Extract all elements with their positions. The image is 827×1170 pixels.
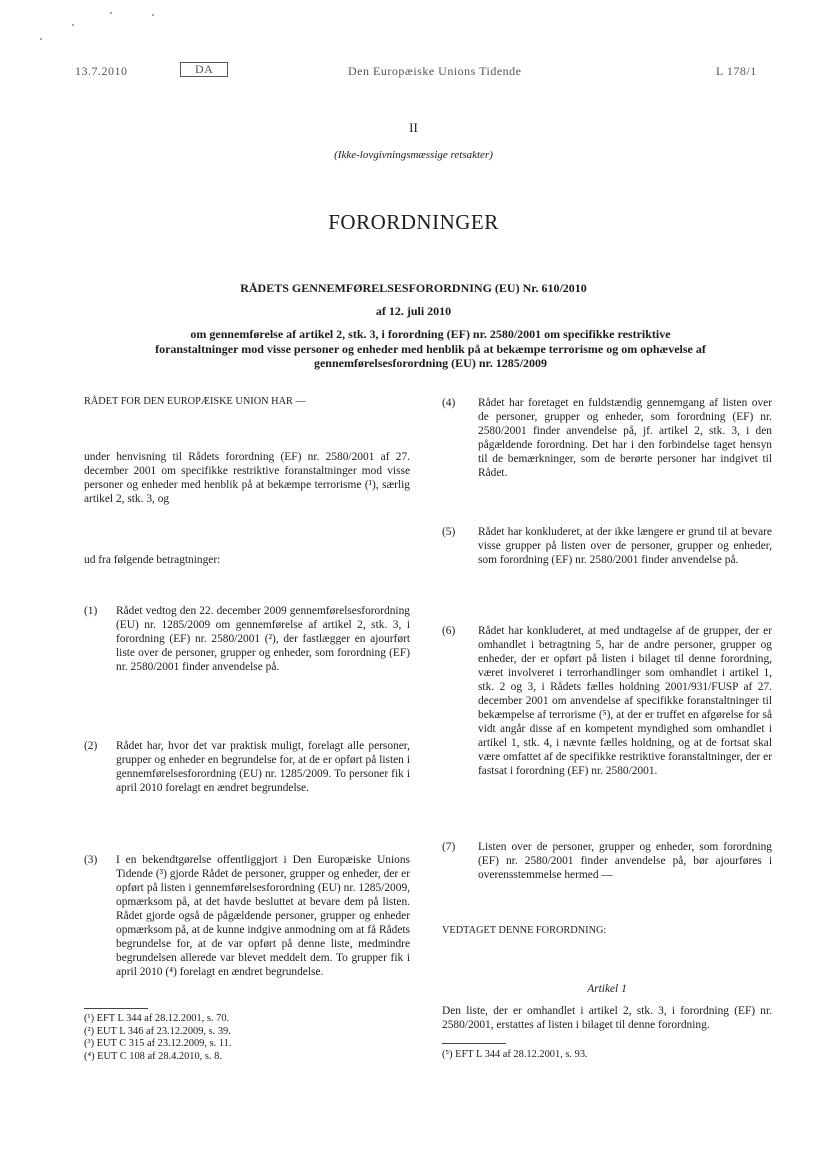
preamble-intro: RÅDET FOR DEN EUROPÆISKE UNION HAR — bbox=[84, 396, 306, 407]
recital-number: (2) bbox=[84, 740, 98, 752]
scan-speck bbox=[152, 14, 154, 16]
recital-number: (4) bbox=[442, 397, 456, 409]
article-title: Artikel 1 bbox=[587, 983, 627, 995]
journal-name: Den Europæiske Unions Tidende bbox=[348, 64, 522, 78]
regulation-date: af 12. juli 2010 bbox=[375, 304, 452, 318]
footnote: (⁵) EFT L 344 af 28.12.2001, s. 93. bbox=[442, 1049, 588, 1060]
footnote: (²) EUT L 346 af 23.12.2009, s. 39. bbox=[84, 1025, 231, 1037]
footnote-divider bbox=[84, 1008, 148, 1009]
language-badge bbox=[180, 62, 228, 77]
having-regard-text: under henvisning til Rådets forordning (EF) nr. 2580/2001 af 27. december 2001 om specifikke restriktive foranstaltninger mod visse personer og enheder med henblik på at bekæmpe terrorisme (¹), særlig artikel 2, stk. 3, og bbox=[84, 451, 410, 505]
recital-number: (5) bbox=[442, 526, 456, 538]
recital-text: Rådet har konkluderet, at der ikke længere er grund til at bevare visse grupper på listen over de personer, grupper og enheder, som forordning (EF) nr. 2580/2001 finder anvendelse på. bbox=[478, 526, 772, 566]
scan-speck bbox=[110, 12, 112, 14]
regulation-subject: om gennemførelse af artikel 2, stk. 3, i forordning (EF) nr. 2580/2001 om specifikke restriktive foranstaltninger mod visse personer og enheder med henblik på at bekæmpe terrorisme og om ophævelse af gennemførelsesforordning (EU) nr. 1285/2009 bbox=[155, 327, 706, 370]
recital-text: Rådet har konkluderet, at med undtagelse af de grupper, der er omhandlet i betragtning 5, har de andre personer, grupper og enheder, der er opført på listen i bilaget til denne forordning, været involveret i terrorhandlinger som omhandlet i artikel 1, stk. 2 og 3, i Rådets fælles holdning 2001/931/FUSP af 27. december 2001 om anvendelse af specifikke foranstaltninger til bekæmpelse af terrorisme (⁵), at der er truffet en afgørelse for så vidt angår disse af en kompetent myndighed som omhandlet i artikel 1, stk. 4, i nævnte fælles holdning, og at de fortsat skal være omfattet af de specifikke restriktive foranstaltninger, der er fastsat i forordning (EF) nr. 2580/2001. bbox=[478, 625, 772, 777]
recital-number: (6) bbox=[442, 625, 456, 637]
article-text: Den liste, der er omhandlet i artikel 2, stk. 3, i forordning (EF) nr. 2580/2001, erstattes af listen i bilaget til denne forordning. bbox=[442, 1005, 772, 1031]
footnote: (⁴) EUT C 108 af 28.4.2010, s. 8. bbox=[84, 1050, 222, 1062]
recital-number: (1) bbox=[84, 605, 98, 617]
footnotes-right bbox=[442, 1049, 588, 1062]
enacting-formula: VEDTAGET DENNE FORORDNING: bbox=[442, 925, 607, 936]
recital-text: Rådet har foretaget en fuldstændig gennemgang af listen over de personer, grupper og enheder, som forordning (EF) nr. 2580/2001 finder anvendelse på, jf. artikel 2, stk. 3, i den pågældende forordning. Det har i den forbindelse taget hensyn til de bemærkninger, som de berørte personer har indgivet til Rådet. bbox=[478, 397, 772, 479]
section-number: II bbox=[409, 120, 418, 135]
recital-text: I en bekendtgørelse offentliggjort i Den Europæiske Unions Tidende (³) gjorde Rådet de personer, grupper og enheder, der er opført på listen i gennemførelsesforordning (EU) nr. 1285/2009, opmærksom på, at det havde besluttet at bevare dem på listen. Rådet gjorde også de pågældende personer, grupper og enheder opmærksom på, at de kunne indgive anmodning om at få Rådets begrundelse for, at de var opført på denne liste, medmindre begrundelsen allerede var blevet meddelt dem. To grupper fik i april 2010 (⁴) forelagt en ændret begrundelse. bbox=[116, 854, 410, 978]
page-reference: L 178/1 bbox=[716, 64, 757, 78]
language-label: DA bbox=[180, 62, 228, 77]
regulation-title: RÅDETS GENNEMFØRELSESFORORDNING (EU) Nr. 610/2010 bbox=[240, 281, 587, 295]
recital-text: Listen over de personer, grupper og enheder, som forordning (EF) nr. 2580/2001 finder anvendelse på, bør ajourføres i overensstemmelse hermed — bbox=[478, 841, 772, 881]
scan-speck bbox=[40, 38, 42, 40]
section-subtitle: (Ikke-lovgivningsmæssige retsakter) bbox=[334, 149, 493, 161]
footnote: (³) EUT C 315 af 23.12.2009, s. 11. bbox=[84, 1038, 232, 1049]
scan-speck bbox=[72, 24, 74, 26]
recital-text: Rådet har, hvor det var praktisk muligt, forelagt alle personer, grupper og enheder en begrundelse for, at de er opført på listen i gennemførelsesforordning (EU) nr. 1285/2009. To personer fik i april 2010 forelagt en ændret begrundelse. bbox=[116, 740, 410, 794]
recital-number: (3) bbox=[84, 854, 98, 866]
footnote-divider bbox=[442, 1043, 506, 1044]
footnote: (¹) EFT L 344 af 28.12.2001, s. 70. bbox=[84, 1013, 230, 1024]
recital-text: Rådet vedtog den 22. december 2009 gennemførelsesforordning (EU) nr. 1285/2009 om gennemførelse af artikel 2, stk. 3, i forordning (EF) nr. 2580/2001 (²), der fastlægger en ajourført liste over de personer, grupper og enheder, som forordning (EF) nr. 2580/2001 finder anvendelse på. bbox=[116, 605, 410, 673]
whereas-intro: ud fra følgende betragtninger: bbox=[84, 554, 221, 566]
recital-number: (7) bbox=[442, 841, 456, 853]
page-title: FORORDNINGER bbox=[328, 210, 499, 234]
footnotes-left bbox=[84, 1013, 231, 1063]
header-date: 13.7.2010 bbox=[75, 64, 128, 78]
